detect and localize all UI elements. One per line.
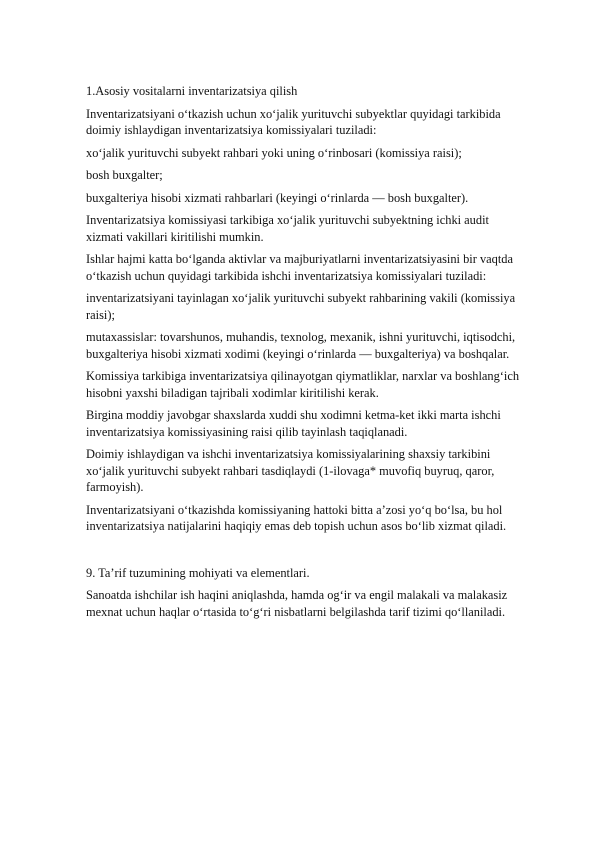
document-body [86,83,526,626]
paragraph: Doimiy ishlaydigan va ishchi inventarizatsiya komissiyalarining shaxsiy tarkibini xo‘jalik yurituvchi subyekt rahbari tasdiqlaydi (1-ilovaga* muvofiq buyruq, qaror, farmoyish). [86,447,495,494]
paragraph: Birgina moddiy javobgar shaxslarda xuddi shu xodimni ketma-ket ikki marta ishchi inventarizatsiya komissiyasining raisi qilib tayinlash taqiqlanadi. [86,408,501,439]
paragraph: Komissiya tarkibiga inventarizatsiya qilinayotgan qiymatliklar, narxlar va boshlang‘ich hisobni yaxshi biladigan tajribali xodimlar kiritilishi kerak. [86,369,520,400]
paragraph: Sanoatda ishchilar ish haqini aniqlashda, hamda og‘ir va engil malakali va malakasiz mexnat uchun haqlar o‘rtasida to‘g‘ri nisbatlarni belgilashda tarif tizimi qo‘llaniladi. [86,588,508,619]
paragraph: bosh buxgalter; [86,168,163,182]
paragraph: buxgalteriya hisobi xizmati rahbarlari (keyingi o‘rinlarda — bosh buxgalter). [86,190,469,205]
paragraph: inventarizatsiyani tayinlagan xo‘jalik yurituvchi subyekt rahbarining vakili (komissiya raisi); [86,291,516,322]
paragraph: Ishlar hajmi katta bo‘lganda aktivlar va majburiyatlarni inventarizatsiyasini bir vaqtda o‘tkazish uchun quyidagi tarkibida ishchi inventarizatsiya komissiyalari tuziladi: [86,252,513,283]
paragraph: Inventarizatsiyani o‘tkazish uchun xo‘jalik yurituvchi subyektlar quyidagi tarkibida doimiy ishlaydigan inventarizatsiya komissiyalari tuziladi: [86,106,501,137]
section-9-heading: 9. Ta’rif tuzumining mohiyati va elementlari. [86,565,310,580]
paragraph: mutaxassislar: tovarshunos, muhandis, texnolog, mexanik, ishni yurituvchi, iqtisodchi, buxgalteriya hisobi xizmati xodimi (keyingi o‘rinlarda — buxgalteriya) va boshqalar. [86,330,516,361]
paragraph: Inventarizatsiya komissiyasi tarkibiga xo‘jalik yurituvchi subyektning ichki audit xizmati vakillari kiritilishi mumkin. [86,213,489,244]
section-spacer [86,541,526,565]
section-1-heading: 1.Asosiy vositalarni inventarizatsiya qilish [86,84,298,98]
paragraph: xo‘jalik yurituvchi subyekt rahbari yoki uning o‘rinbosari (komissiya raisi); [86,145,462,160]
paragraph: Inventarizatsiyani o‘tkazishda komissiyaning hattoki bitta a’zosi yo‘q bo‘lsa, bu hol inventarizatsiya natijalarini haqiqiy emas deb topish uchun asos bo‘lib xizmat qiladi. [86,502,507,533]
